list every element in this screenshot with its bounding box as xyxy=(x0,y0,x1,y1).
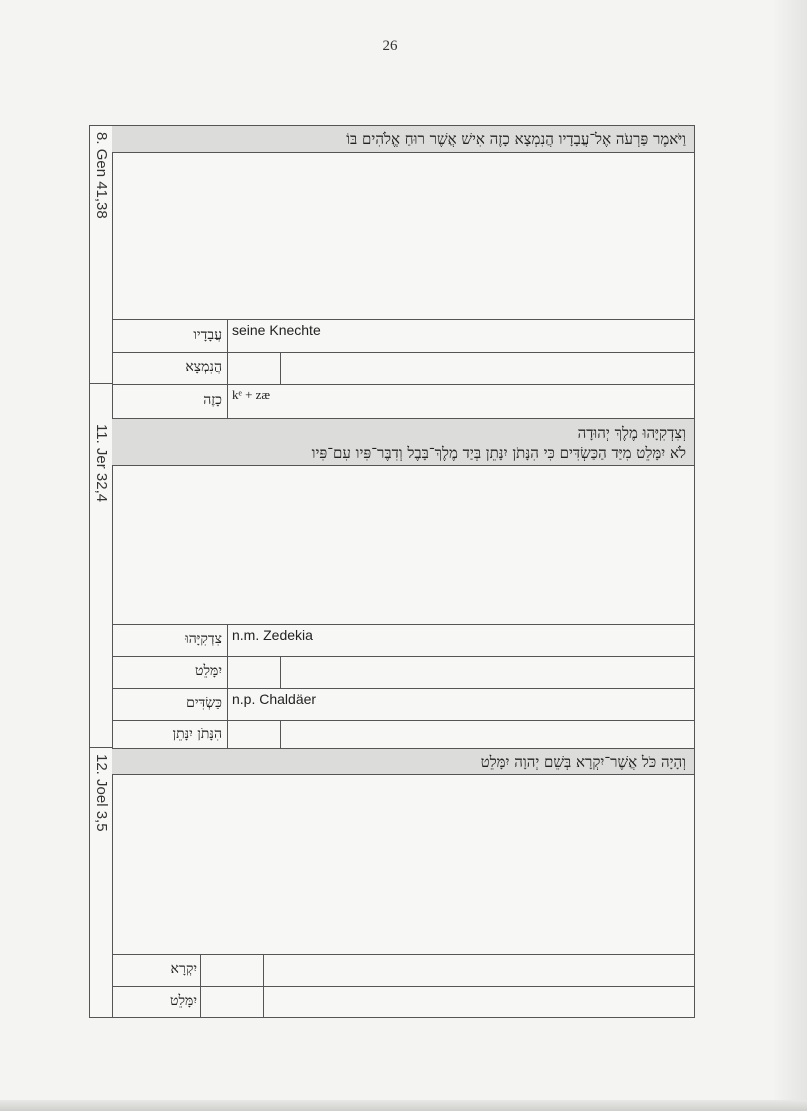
section-label xyxy=(90,126,112,384)
vocab-word: כָזֶה xyxy=(203,392,222,408)
divider xyxy=(280,656,281,688)
vocab-word: יִמָּלֵט xyxy=(170,993,197,1009)
divider xyxy=(112,319,694,320)
reference-column xyxy=(90,126,113,1017)
vocab-word: הֲנִמְצָא xyxy=(185,359,222,375)
divider xyxy=(280,352,281,384)
section-label xyxy=(90,748,112,1019)
divider xyxy=(112,656,694,657)
page-edge-shadow-bottom xyxy=(0,1100,807,1111)
divider xyxy=(112,624,694,625)
vocab-gloss: seine Knechte xyxy=(232,322,321,338)
vocab-gloss: n.m. Zedekia xyxy=(232,627,313,643)
vocab-gloss: n.p. Chaldäer xyxy=(232,691,317,707)
page-number: 26 xyxy=(382,38,398,54)
hebrew-verse-line: וְצִדְקִיָּהוּ מֶלֶךְ יְהוּדָה xyxy=(577,424,686,442)
vocab-word: צִדְקִיָּהוּ xyxy=(185,631,222,647)
divider xyxy=(227,319,228,418)
divider xyxy=(112,384,694,385)
section-number: 11. xyxy=(93,424,110,444)
vocab-word: כַּשְׂדִּים xyxy=(186,695,222,711)
vocab-word: יִקְרָא xyxy=(170,961,197,977)
section-label xyxy=(90,418,112,748)
hebrew-verse-line: לֹא יִמָּלֵט מִיַּד הַכַּשְׂדִּים כִּי הִנָּתֹן יִנָּתֵן בְּיַד מֶלֶךְ־בָּבֶל וְדִבֶּר־פִּיו עִם־פִּיו xyxy=(311,444,686,462)
divider xyxy=(112,465,694,466)
vocab-word: עֲבָדָיו xyxy=(193,327,222,343)
divider xyxy=(263,954,264,1018)
divider xyxy=(227,624,228,748)
divider xyxy=(112,720,694,721)
divider xyxy=(112,352,694,353)
divider xyxy=(112,688,694,689)
section-number: 12. xyxy=(93,754,110,775)
divider xyxy=(280,720,281,748)
hebrew-verse-line: וַיֹּאמֶר פַּרְעֹה אֶל־עֲבָדָיו הֲנִמְצָא כָזֶה אִישׁ אֲשֶׁר רוּחַ אֱלֹהִים בּוֹ xyxy=(346,130,686,148)
hebrew-verse-line: וְהָיָה כֹּל אֲשֶׁר־יִקְרָא בְּשֵׁם יְהוָה יִמָּלֵט xyxy=(480,753,686,771)
divider xyxy=(200,954,201,1018)
exercise-sheet xyxy=(89,125,695,1018)
vocab-word: הִנָּתֹן יִנָּתֵן xyxy=(172,726,222,742)
page-edge-shadow xyxy=(772,0,807,1111)
section-reference: Jer 32,4 xyxy=(93,447,110,503)
vocab-gloss: kᵉ + zæ xyxy=(232,387,271,402)
divider xyxy=(112,774,694,775)
section-number: 8. xyxy=(93,132,110,145)
section-reference: Joel 3,5 xyxy=(93,779,110,832)
divider xyxy=(112,152,694,153)
vocab-word: יִמָּלֵט xyxy=(195,663,222,679)
section-reference: Gen 41,38 xyxy=(93,148,110,219)
